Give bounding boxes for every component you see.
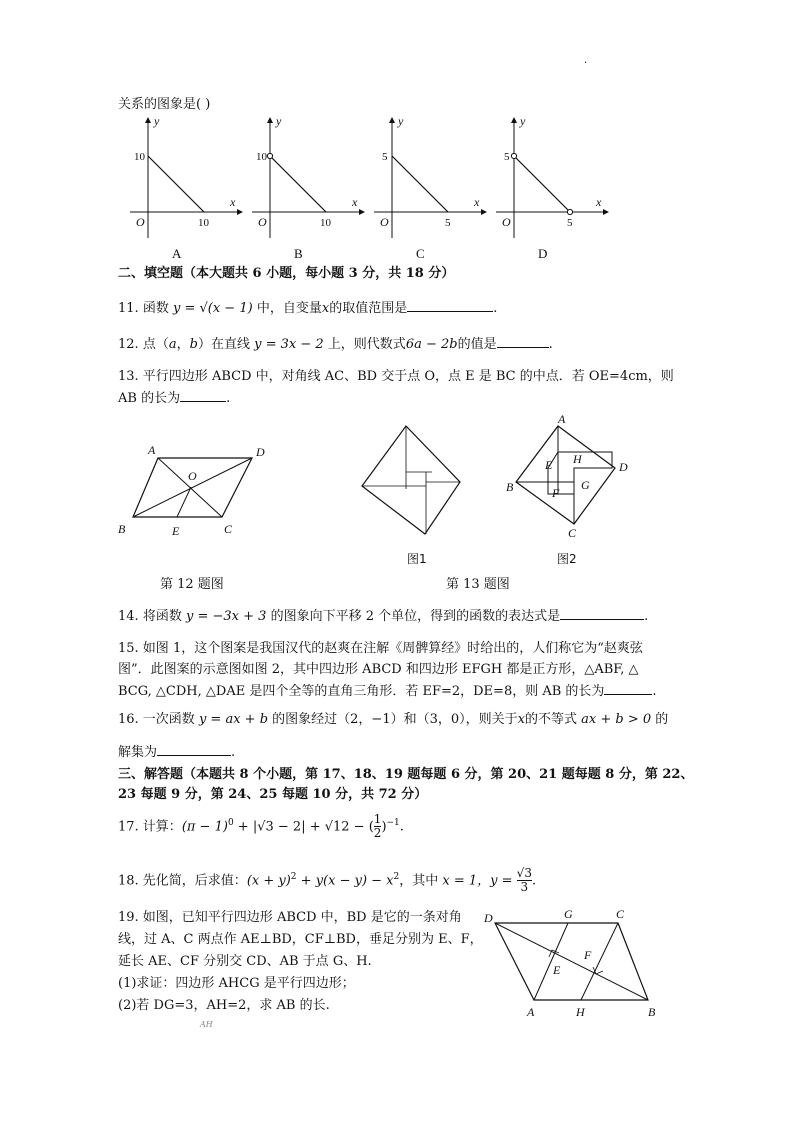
q11-end: . [493, 301, 498, 316]
open-point-x [567, 209, 572, 214]
q18-expr2: + y(x − y) − x [296, 873, 394, 889]
option-label: A [172, 246, 182, 261]
label-E: E [545, 458, 553, 472]
label-G: G [564, 907, 573, 921]
q12-num: 12. [118, 337, 139, 352]
q11-var: x [321, 301, 330, 316]
answer-blank[interactable] [560, 605, 644, 620]
function-line [270, 156, 326, 212]
q16-line2 [118, 741, 235, 764]
question-11 [118, 297, 497, 320]
figure-13-1 [356, 420, 466, 540]
label-E: E [172, 524, 180, 538]
q16-var: x [517, 712, 525, 727]
footer-mark: AH [200, 1020, 213, 1029]
q15-line3-pre: BCG, △CDH, △DAE 是四个全等的直角三角形．若 EF=2，DE=8，则 AB 的长为 [118, 684, 605, 699]
function-line [392, 156, 448, 212]
q12-end: . [548, 337, 553, 352]
q16-mid: 的图象经过（2，−1）和（3，0），则关于 [272, 712, 518, 727]
question-18 [118, 866, 536, 894]
figure-13-2 [500, 412, 640, 542]
label-E: E [553, 963, 561, 977]
q12-b: b [189, 337, 198, 352]
q18-end: . [531, 873, 537, 889]
q17-p3: ) [381, 819, 387, 835]
q18-mid: ，其中 [399, 873, 439, 889]
q19-line3: 延长 AE、CF 分别交 CD、AB 于点 G、H. [118, 954, 372, 969]
q16-line2-pre: 解集为 [118, 745, 158, 760]
q18-expr: (x + y) [246, 873, 291, 889]
q16-formula: y = ax + b [198, 712, 269, 727]
fig13-caption-1: 图1 [407, 552, 427, 566]
origin-label: O [136, 215, 145, 229]
q12-comma: ， [176, 337, 190, 352]
label-O: O [188, 469, 197, 483]
label-B: B [506, 480, 514, 494]
q17-p1: (π − 1) [181, 819, 228, 835]
diagonal-bd [495, 923, 648, 1000]
label-B: B [648, 1005, 656, 1019]
label-H: H [573, 452, 582, 466]
y-intercept-label: 5 [504, 151, 510, 163]
q12-post: 的值是 [457, 337, 497, 352]
x-intercept-label: 5 [445, 217, 451, 229]
section3-line1: 三、解答题（本题共 8 个小题，第 17、18、19 题每题 6 分，第 20、21 题每题 8 分，第 22、 [118, 767, 694, 782]
q12-mid: ）在直线 [197, 337, 250, 352]
q12-pre: 点（ [142, 337, 169, 352]
square-abcd [516, 426, 615, 524]
q11-num: 11. [118, 301, 139, 316]
label-D: D [619, 460, 628, 474]
q13-line1: 13. 平行四边形 ABCD 中，对角线 AC、BD 交于点 O，点 E 是 BC 的中点．若 OE=4cm，则 [118, 369, 674, 384]
q10-stem: 关系的图象是( ) [118, 97, 211, 112]
function-line [148, 156, 204, 212]
q19-line4: (1)求证：四边形 AHCG 是平行四边形； [118, 976, 355, 991]
function-line [514, 156, 570, 212]
label-F: F [584, 948, 592, 962]
origin-label: O [502, 215, 511, 229]
y-intercept-label: 10 [134, 151, 145, 163]
y-axis-label: y [276, 114, 282, 128]
q11-mid: 中，自变量 [256, 301, 322, 316]
x-axis-label: x [352, 195, 358, 209]
y-axis-label: y [520, 114, 526, 128]
y-axis-label: y [398, 114, 404, 128]
q15-line3 [118, 680, 657, 703]
answer-blank[interactable] [157, 741, 231, 756]
graph-B [252, 114, 364, 261]
q18-exp2: 2 [290, 872, 297, 882]
q18-frac-num: √3 [516, 866, 532, 881]
origin-label: O [258, 215, 267, 229]
q15-line1: 15. 如图 1，这个图案是我国汉代的赵爽在注解《周髀算经》时给出的，人们称它为“赵爽弦 [118, 641, 643, 656]
fig13-caption-2: 图2 [557, 552, 577, 566]
q14-formula: y = −3x + 3 [185, 609, 267, 624]
q18-xv: x = 1， [442, 873, 491, 889]
answer-blank[interactable] [180, 387, 226, 402]
q18-yv: y = [490, 873, 517, 889]
y-intercept-label: 10 [256, 151, 267, 163]
label-A: A [558, 412, 566, 426]
q17-pre: 17. 计算： [118, 819, 182, 835]
q14-num: 14. [118, 609, 139, 624]
question-17 [118, 812, 404, 840]
q12-formula: y = 3x − 2 [254, 337, 324, 352]
figure-19 [480, 902, 665, 1027]
label-F: F [552, 486, 560, 500]
q15-line3-end: . [652, 684, 657, 699]
q11-formula: y = √(x − 1) [172, 301, 253, 316]
label-C: C [568, 526, 577, 540]
label-C: C [616, 907, 625, 921]
fig12-caption: 第 12 题图 [160, 577, 224, 592]
q12-mid2: 上，则代数式 [327, 337, 406, 352]
label-A: A [148, 443, 156, 457]
q14-end: . [644, 609, 649, 624]
origin-label: O [380, 215, 389, 229]
header-dot: · [584, 58, 588, 69]
section2-title: 二、填空题（本大题共 6 小题，每小题 3 分，共 18 分） [118, 266, 455, 281]
q16-ineq: ax + b > 0 [581, 712, 652, 727]
open-point-y [511, 153, 516, 158]
x-axis-label: x [230, 195, 236, 209]
question-12 [118, 333, 553, 356]
diagonal-ac [158, 458, 222, 517]
segment-ag [534, 923, 568, 1000]
x-intercept-label: 10 [198, 217, 209, 229]
x-axis-label: x [596, 195, 602, 209]
q16-pre: 16. 一次函数 [118, 712, 195, 727]
q17-frac-num: 1 [373, 812, 382, 827]
label-D: D [256, 445, 265, 459]
label-H: H [576, 1005, 585, 1019]
q11-post: 的取值范围是 [329, 301, 408, 316]
label-B: B [118, 522, 126, 536]
q16-line2-end: . [231, 745, 236, 760]
section3-line2: 23 每题 9 分，第 24、25 每题 10 分，共 72 分） [118, 787, 428, 802]
diagonal-bd [133, 458, 252, 517]
q19-line5: (2)若 DG=3，AH=2，求 AB 的长. [118, 998, 330, 1013]
q18-fraction [517, 867, 532, 894]
y-intercept-label: 5 [382, 151, 388, 163]
q19-line1: 19. 如图，已知平行四边形 ABCD 中，BD 是它的一条对角 [118, 910, 462, 925]
q17-p2: + |√3 − 2| + √12 − ( [233, 819, 374, 835]
question-14 [118, 605, 648, 628]
graph-A [130, 114, 242, 261]
q16-end: 的 [655, 712, 669, 727]
open-point-y [267, 153, 272, 158]
q14-post: 的图象向下平移 2 个单位，得到的函数的表达式是 [270, 609, 561, 624]
q16-line1 [118, 709, 668, 731]
outer-square [362, 426, 460, 534]
q17-exp1: −1 [386, 818, 400, 828]
q17-end: . [399, 819, 404, 835]
q18-frac-den: 3 [517, 880, 532, 894]
x-intercept-label: 10 [320, 217, 331, 229]
answer-blank[interactable] [497, 333, 549, 348]
graph-D [496, 114, 608, 261]
q13-line2 [118, 387, 230, 410]
label-C: C [224, 522, 233, 536]
option-label: D [538, 246, 548, 261]
q11-pre: 函数 [142, 301, 169, 316]
q18-pre: 18. 先化简，后求值： [118, 873, 247, 889]
graph-C [374, 114, 486, 261]
q17-frac-den: 2 [373, 826, 382, 841]
q14-pre: 将函数 [142, 609, 182, 624]
q13-line2-pre: AB 的长为 [118, 391, 181, 406]
q10-graphs [120, 112, 620, 262]
label-A: A [527, 1005, 535, 1019]
label-D: D [484, 911, 493, 925]
answer-blank[interactable] [604, 680, 652, 695]
x-intercept-label: 5 [567, 217, 573, 229]
option-label: C [416, 246, 425, 261]
q18-exp3: 2 [393, 872, 400, 882]
option-label: B [294, 246, 303, 261]
answer-blank[interactable] [407, 297, 493, 312]
q13-line2-end: . [226, 391, 231, 406]
q12-expr: 6a − 2b [405, 337, 458, 352]
q16-mid2: 的不等式 [524, 712, 577, 727]
q19-line2: 线，过 A、C 两点作 AE⊥BD，CF⊥BD，垂足分别为 E、F， [118, 932, 483, 947]
q15-line2: 图”．此图案的示意图如图 2，其中四边形 ABCD 和四边形 EFGH 都是正方形，△ABF, △ [118, 662, 639, 677]
q12-a: a [168, 337, 177, 352]
label-G: G [581, 478, 590, 492]
fig13-caption: 第 13 题图 [446, 577, 510, 592]
x-axis-label: x [474, 195, 480, 209]
y-axis-label: y [154, 114, 160, 128]
figure-12 [110, 438, 270, 542]
q17-exp0: 0 [227, 818, 234, 828]
